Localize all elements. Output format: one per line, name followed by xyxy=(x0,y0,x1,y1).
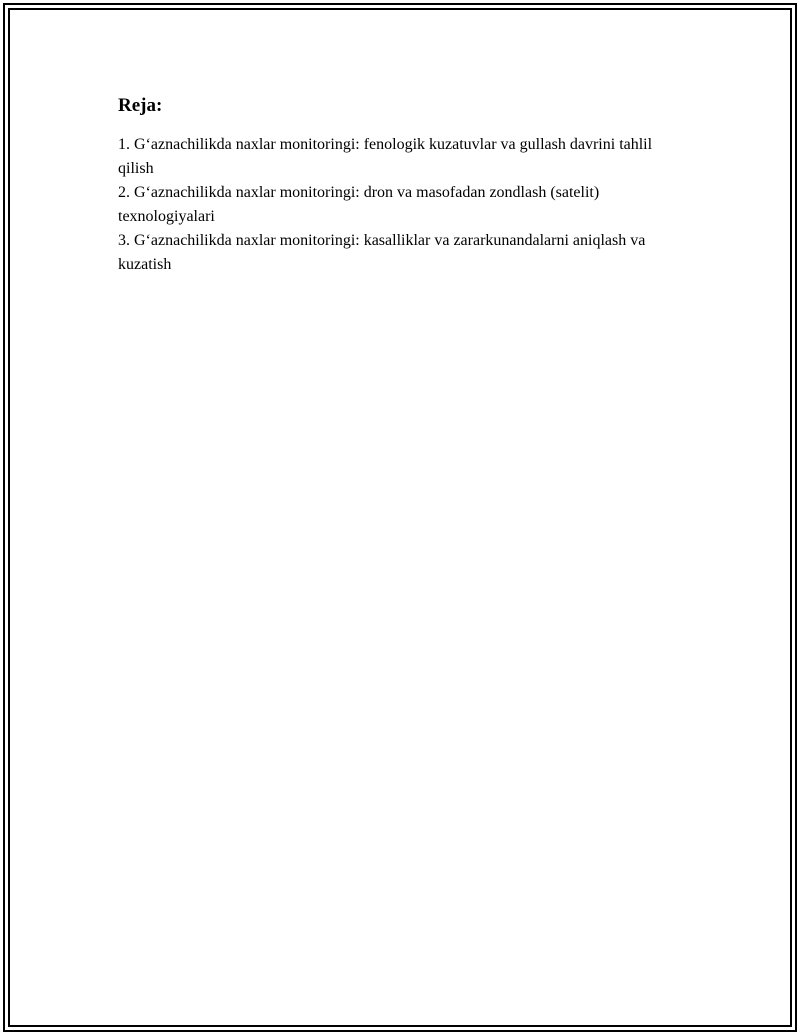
document-content xyxy=(118,94,683,277)
plan-list xyxy=(118,133,683,277)
plan-item-2: 2. G‘aznachilikda naxlar monitoringi: dron va masofadan zondlash (satelit) texnologiyalari xyxy=(118,184,600,225)
plan-item-1: 1. G‘aznachilikda naxlar monitoringi: fenologik kuzatuvlar va gullash davrini tahlil qilish xyxy=(118,136,653,177)
plan-title: Reja: xyxy=(118,95,163,116)
plan-item-3: 3. G‘aznachilikda naxlar monitoringi: kasalliklar va zararkunandalarni aniqlash va kuzatish xyxy=(118,232,646,273)
